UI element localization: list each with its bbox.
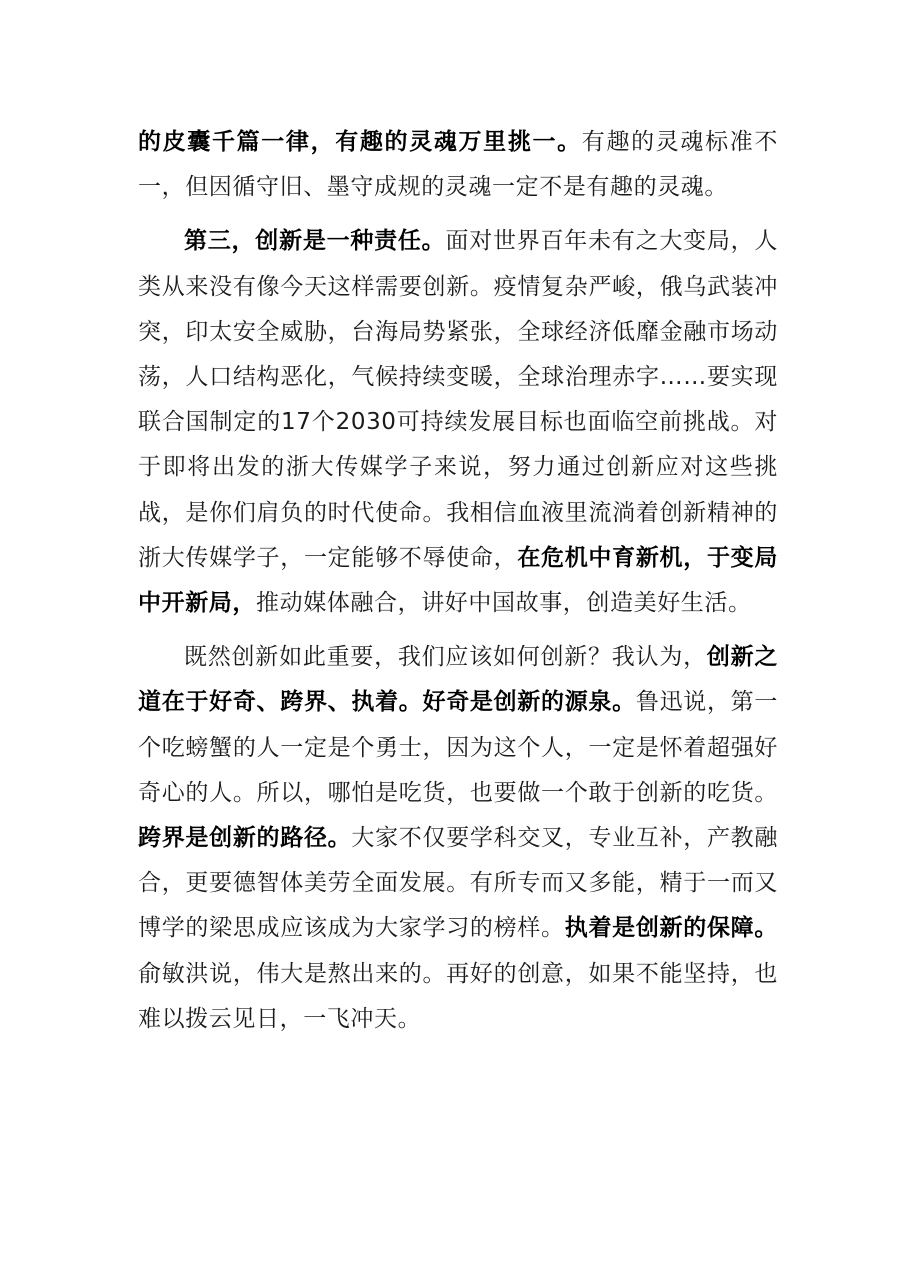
- text-run: 大家不仅要学科交叉，专业互补，产教融合，更要德智体美劳全面发展。有所专而又多能，精于一而又博学的梁思成应该成为大家学习的榜样。: [138, 825, 778, 942]
- text-run: 鲁迅说，第一个吃螃蟹的人一定是个勇士，因为这个人，一定是怀着超强好奇心的人。所以，哪怕是吃货，也要做一个敢于创新的吃货。: [138, 689, 778, 806]
- paragraph-innovation-responsibility: [138, 219, 778, 626]
- bold-run: 执着是创新的保障。: [564, 915, 778, 942]
- body-text: [138, 120, 778, 1042]
- bold-run: 在危机中育新机，于变局中开新局，: [138, 544, 778, 617]
- text-run: 俞敏洪说，伟大是熬出来的。再好的创意，如果不能坚持，也难以拨云见日，一飞冲天。: [138, 960, 778, 1032]
- bold-run: 创新之道在于好奇、跨界、执着。好奇是创新的源泉。: [138, 644, 778, 716]
- bold-run: 的皮囊千篇一律，有趣的灵魂万里挑一。: [138, 129, 582, 155]
- text-run: 推动媒体融合，讲好中国故事，创造美好生活。: [256, 590, 752, 617]
- text-run: 既然创新如此重要，我们应该如何创新？我认为，: [184, 644, 707, 671]
- text-run: 面对世界百年未有之大变局，人类从来没有像今天这样需要创新。疫情复杂严峻，俄乌武装冲突，印太安全威胁，台海局势紧张，全球经济低靡金融市场动荡，人口结构恶化，气候持续变暖，全球治理赤字……要实现联合国制定的17个2030可持续发展目标也面临空前挑战。对于即将出发的浙大传媒学子来说，努力通过创新应对这些挑战，是你们肩负的时代使命。我相信血液里流淌着创新精神的浙大传媒学子，一定能够不辱使命，: [138, 228, 778, 571]
- paragraph-interesting-soul: [138, 120, 778, 210]
- paragraph-how-to-innovate: [138, 635, 778, 1042]
- text-run: 有趣的灵魂标准不一，但因循守旧、墨守成规的灵魂一定不是有趣的灵魂。: [138, 129, 778, 201]
- bold-run: 第三，创新是一种责任。: [184, 228, 446, 255]
- bold-run: 跨界是创新的路径。: [138, 825, 352, 852]
